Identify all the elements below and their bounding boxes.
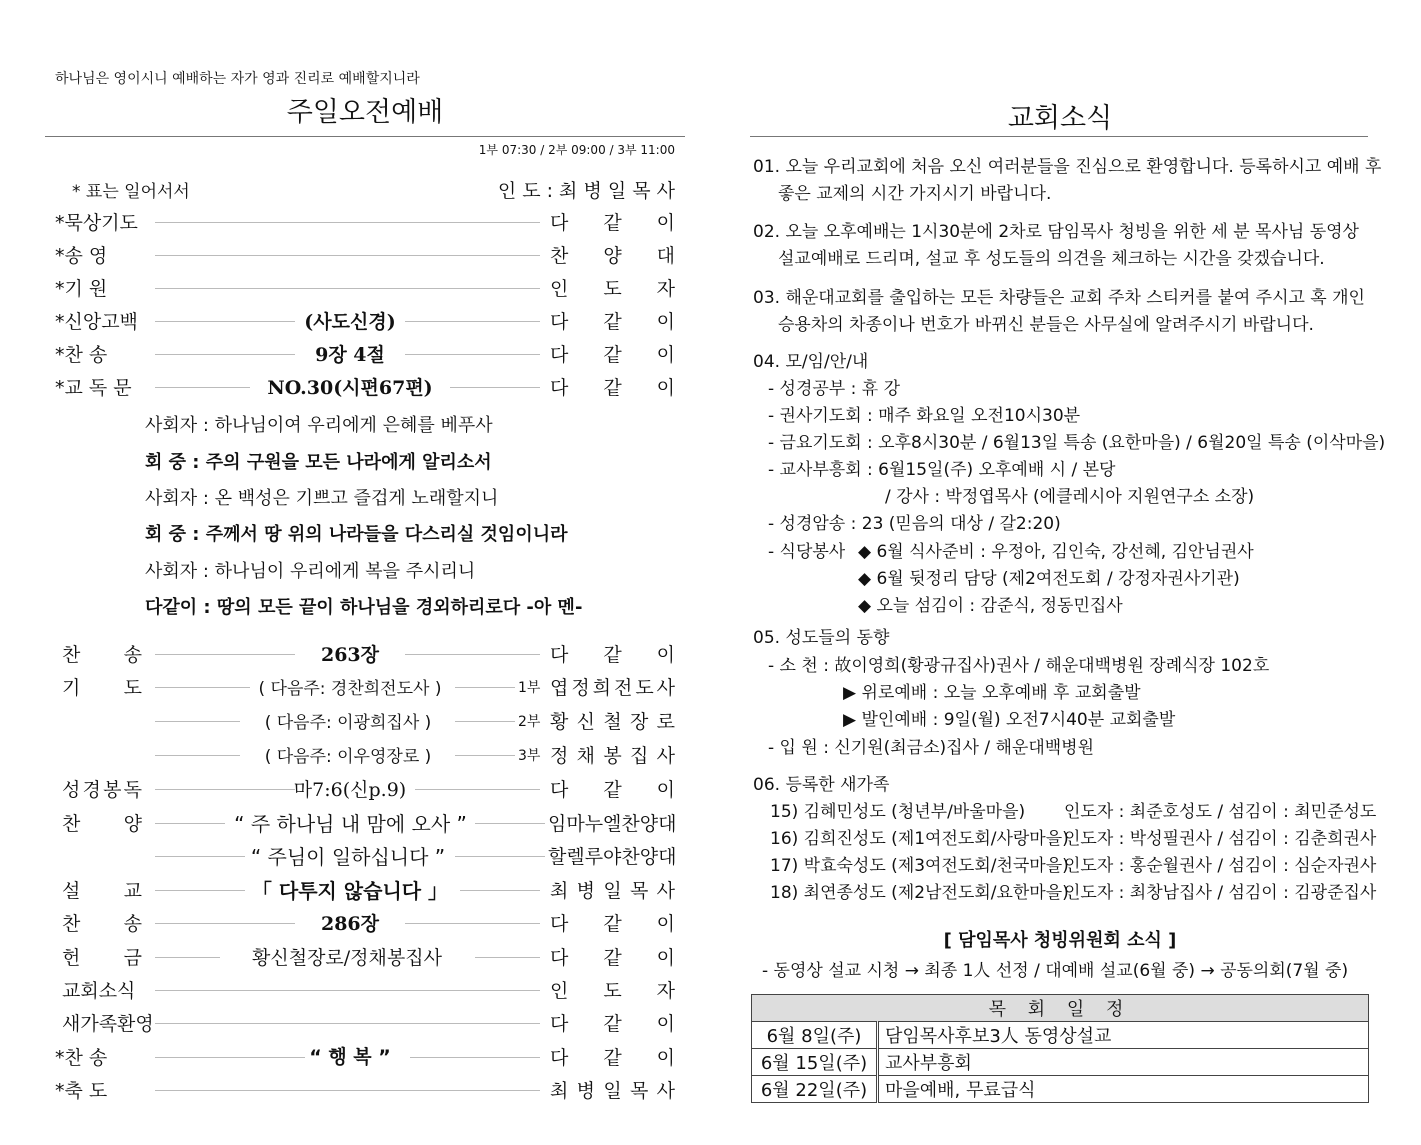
member-news-item: - 소 천 : 故이영희(황광규집사)권사 / 해운대백병원 장례식장 102호 [768, 656, 1270, 676]
choir-name: 임마누엘찬양대 [548, 813, 677, 835]
leader-dots [155, 354, 295, 355]
order-role: 다 같 이 [550, 1013, 675, 1035]
order-label: *기 원 [55, 278, 108, 300]
leader-dots [155, 288, 540, 289]
order-role: 다 같 이 [550, 1047, 675, 1069]
new-member-guide: 인도자 : 홍순월권사 / 섬김이 : 심순자권사 [1064, 856, 1377, 876]
leader-dots [155, 890, 245, 891]
order-label: *신앙고백 [55, 311, 138, 333]
stand-note: * 표는 일어서서 [72, 182, 190, 202]
member-news-item: - 입 원 : 신기원(최금소)집사 / 해운대백병원 [768, 738, 1095, 758]
order-role: 다 같 이 [550, 913, 675, 935]
notice-text: 승용차의 차종이나 번호가 바뀌신 분들은 사무실에 알려주시기 바랍니다. [778, 315, 1314, 335]
leader-dots [405, 654, 540, 655]
order-label: 찬 송 [62, 913, 142, 935]
leader-dots [155, 321, 295, 322]
meeting-item: / 강사 : 박정엽목사 (에클레시아 지원연구소 소장) [885, 487, 1255, 507]
motto: 하나님은 영이시니 예배하는 자가 영과 진리로 예배할지니라 [55, 71, 420, 87]
leader-dots [405, 321, 540, 322]
leader-dots [155, 823, 225, 824]
leader-dots [155, 687, 250, 688]
leader-dots [155, 990, 540, 991]
new-member-name: 17) 박효숙성도 (제3여전도회/천국마을) [770, 856, 1069, 876]
meal-item: ◆ 오늘 섬김이 : 감준식, 정동민집사 [858, 596, 1123, 616]
order-label: *축 도 [55, 1080, 108, 1102]
news-title: 교회소식 [1007, 103, 1113, 134]
leader-dots [405, 923, 540, 924]
order-role: 최 병 일 목 사 [550, 880, 675, 902]
schedule-date: 6월 15일(주) [752, 1049, 878, 1076]
service-number: 3부 [518, 748, 541, 764]
member-news-item: ▶ 위로예배 : 오늘 오후예배 후 교회출발 [843, 683, 1141, 703]
service-times: 1부 07:30 / 2부 09:00 / 3부 11:00 [478, 143, 675, 157]
news-rule [750, 136, 1368, 137]
order-content: 286장 [320, 913, 379, 935]
leader-dots [155, 721, 240, 722]
meeting-item: - 금요기도회 : 오후8시30분 / 6월13일 특송 (요한마을) / 6월20일 특송 (이삭마을) [768, 433, 1386, 453]
sermon-title: 「 다투지 않습니다 」 [251, 879, 449, 903]
schedule-row [752, 1076, 1369, 1103]
schedule-row [752, 1022, 1369, 1049]
committee-flow: - 동영상 설교 시청 → 최종 1人 선정 / 대예배 설교(6월 중) → 공동의회(7월 중) [762, 961, 1349, 981]
reading-line: 회 중 : 주의 구원을 모든 나라에게 알리소서 [145, 452, 492, 473]
leader-dots [155, 957, 220, 958]
order-label: *송 영 [55, 245, 108, 267]
order-role: 황 신 철 장 로 [550, 711, 675, 733]
order-content: (사도신경) [304, 311, 396, 333]
leader-dots [455, 721, 515, 722]
schedule-row [752, 1049, 1369, 1076]
new-member-name: 18) 최연종성도 (제2남전도회/요한마을) [770, 883, 1069, 903]
service-number: 1부 [518, 680, 541, 696]
meeting-item: - 성경암송 : 23 (믿음의 대상 / 갈2:20) [768, 514, 1061, 534]
leader-dots [475, 957, 540, 958]
order-content: 9장 4절 [315, 344, 385, 366]
reading-line: 사회자 : 온 백성은 기쁘고 즐겁게 노래할지니 [145, 488, 499, 509]
new-member-name: 15) 김혜민성도 (청년부/바울마을) [770, 802, 1026, 822]
order-label: 찬 양 [62, 813, 142, 835]
notice-text: 좋은 교제의 시간 가지시기 바랍니다. [778, 184, 1052, 204]
leader-dots [415, 789, 540, 790]
order-role: 다 같 이 [550, 212, 675, 234]
schedule-event: 교사부흥회 [878, 1049, 1369, 1076]
leader-dots [475, 823, 545, 824]
order-content: 263장 [320, 644, 379, 666]
schedule-date: 6월 22일(주) [752, 1076, 878, 1103]
meal-item: ◆ 6월 뒷정리 담당 (제2여전도회 / 강정자권사기관) [858, 569, 1240, 589]
order-label: *교 독 문 [55, 377, 132, 399]
anthem-title: “ 주 하나님 내 맘에 오사 ” [234, 812, 467, 836]
order-label: 새가족환영 [62, 1013, 154, 1035]
service-title: 주일오전예배 [286, 97, 444, 128]
leader-dots [155, 1057, 305, 1058]
new-member-name: 16) 김희진성도 (제1여전도회/사랑마을) [770, 829, 1069, 849]
leader-dots [155, 1023, 540, 1024]
leader-dots [460, 890, 540, 891]
order-role: 다 같 이 [550, 644, 675, 666]
meeting-item: - 권사기도회 : 매주 화요일 오전10시30분 [768, 406, 1081, 426]
leader-dots [155, 755, 240, 756]
leader-dots [155, 654, 295, 655]
leader-dots [155, 856, 245, 857]
leader-dots [455, 755, 515, 756]
order-role: 최 병 일 목 사 [550, 1080, 675, 1102]
next-week-note: ( 다음주: 경찬희전도사 ) [258, 679, 442, 699]
notice-text: 02. 오늘 오후예배는 1시30분에 2차로 담임목사 청빙을 위한 세 분 목사님 동영상 [753, 222, 1359, 242]
order-role: 다 같 이 [550, 377, 675, 399]
schedule-event: 담임목사후보3人 동영상설교 [878, 1022, 1369, 1049]
new-member-guide: 인도자 : 최준호성도 / 섬김이 : 최민준성도 [1064, 802, 1377, 822]
leader-dots [455, 856, 545, 857]
committee-title: [ 담임목사 청빙위원회 소식 ] [943, 930, 1177, 951]
schedule-event: 마을예배, 무료급식 [878, 1076, 1369, 1103]
leader-dots [155, 387, 250, 388]
member-news-item: ▶ 발인예배 : 9일(월) 오전7시40분 교회출발 [843, 710, 1176, 730]
order-label: 교회소식 [62, 980, 136, 1002]
new-member-guide: 인도자 : 최창남집사 / 섬김이 : 김광준집사 [1064, 883, 1377, 903]
order-label: 헌 금 [62, 947, 142, 969]
reading-line: 사회자 : 하나님이여 우리에게 은혜를 베푸사 [145, 415, 493, 436]
leader: 인 도 : 최 병 일 목 사 [497, 180, 675, 202]
order-content: NO.30(시편67편) [267, 377, 433, 399]
schedule-header-row [752, 995, 1369, 1022]
service-number: 2부 [518, 714, 541, 730]
leader-dots [450, 387, 540, 388]
order-label: 성 경 봉 독 [62, 779, 142, 801]
next-week-note: ( 다음주: 이우영장로 ) [264, 747, 432, 767]
leader-dots [155, 789, 295, 790]
title-rule [45, 136, 685, 137]
leader-dots [455, 687, 515, 688]
order-label: 찬 송 [62, 644, 142, 666]
order-role: 다 같 이 [550, 311, 675, 333]
leader-dots [155, 222, 540, 223]
order-role: 찬 양 대 [550, 245, 675, 267]
next-week-note: ( 다음주: 이광희집사 ) [264, 713, 432, 733]
choir-name: 할렐루야찬양대 [548, 846, 677, 868]
notice-heading: 05. 성도들의 동향 [753, 628, 890, 648]
notice-text: 01. 오늘 우리교회에 처음 오신 여러분들을 진심으로 환영합니다. 등록하시고 예배 후 [753, 157, 1382, 177]
leader-dots [155, 1090, 540, 1091]
offering-attendants: 황신철장로/정채봉집사 [252, 947, 442, 969]
meal-label: - 식당봉사 [768, 542, 846, 562]
notice-heading: 04. 모/임/안/내 [753, 352, 869, 372]
notice-text: 03. 해운대교회를 출입하는 모든 차량들은 교회 주차 스티커를 붙여 주시고 혹 개인 [753, 288, 1365, 308]
order-content: 마7:6(신p.9) [293, 779, 407, 801]
reading-line: 회 중 : 주께서 땅 위의 나라들을 다스리실 것임이니라 [145, 524, 568, 545]
anthem-title: “ 주님이 일하십니다 ” [250, 845, 446, 869]
order-role: 다 같 이 [550, 779, 675, 801]
leader-dots [155, 923, 295, 924]
order-role: 다 같 이 [550, 344, 675, 366]
order-role: 인 도 자 [550, 278, 675, 300]
order-label: 설 교 [62, 880, 142, 902]
order-label: 기 도 [62, 677, 142, 699]
notice-text: 설교예배로 드리며, 설교 후 성도들의 의견을 체크하는 시간을 갖겠습니다. [778, 249, 1325, 269]
reading-line: 다같이 : 땅의 모든 끝이 하나님을 경외하리로다 -아 멘- [145, 597, 583, 618]
leader-dots [410, 1057, 540, 1058]
order-label: *묵상기도 [55, 212, 138, 234]
notice-heading: 06. 등록한 새가족 [753, 775, 890, 795]
order-role: 인 도 자 [550, 980, 675, 1002]
ministry-schedule [751, 994, 1369, 1103]
order-label: *찬 송 [55, 1047, 108, 1069]
order-role: 다 같 이 [550, 947, 675, 969]
meeting-item: - 교사부흥회 : 6월15일(주) 오후예배 시 / 본당 [768, 460, 1116, 480]
closing-hymn: “ 행 복 ” [309, 1046, 391, 1068]
leader-dots [155, 255, 540, 256]
schedule-date: 6월 8일(주) [752, 1022, 878, 1049]
meal-item: ◆ 6월 식사준비 : 우정아, 김인숙, 강선혜, 김안님권사 [858, 542, 1254, 562]
schedule-header: 목 회 일 정 [752, 995, 1369, 1022]
order-role: 엽 정 희 전 도 사 [550, 677, 675, 699]
new-member-guide: 인도자 : 박성필권사 / 섬김이 : 김춘희권사 [1064, 829, 1377, 849]
order-label: *찬 송 [55, 344, 108, 366]
meeting-item: - 성경공부 : 휴 강 [768, 379, 901, 399]
reading-line: 사회자 : 하나님이 우리에게 복을 주시리니 [145, 561, 476, 582]
leader-dots [405, 354, 540, 355]
order-role: 정 채 봉 집 사 [550, 745, 675, 767]
